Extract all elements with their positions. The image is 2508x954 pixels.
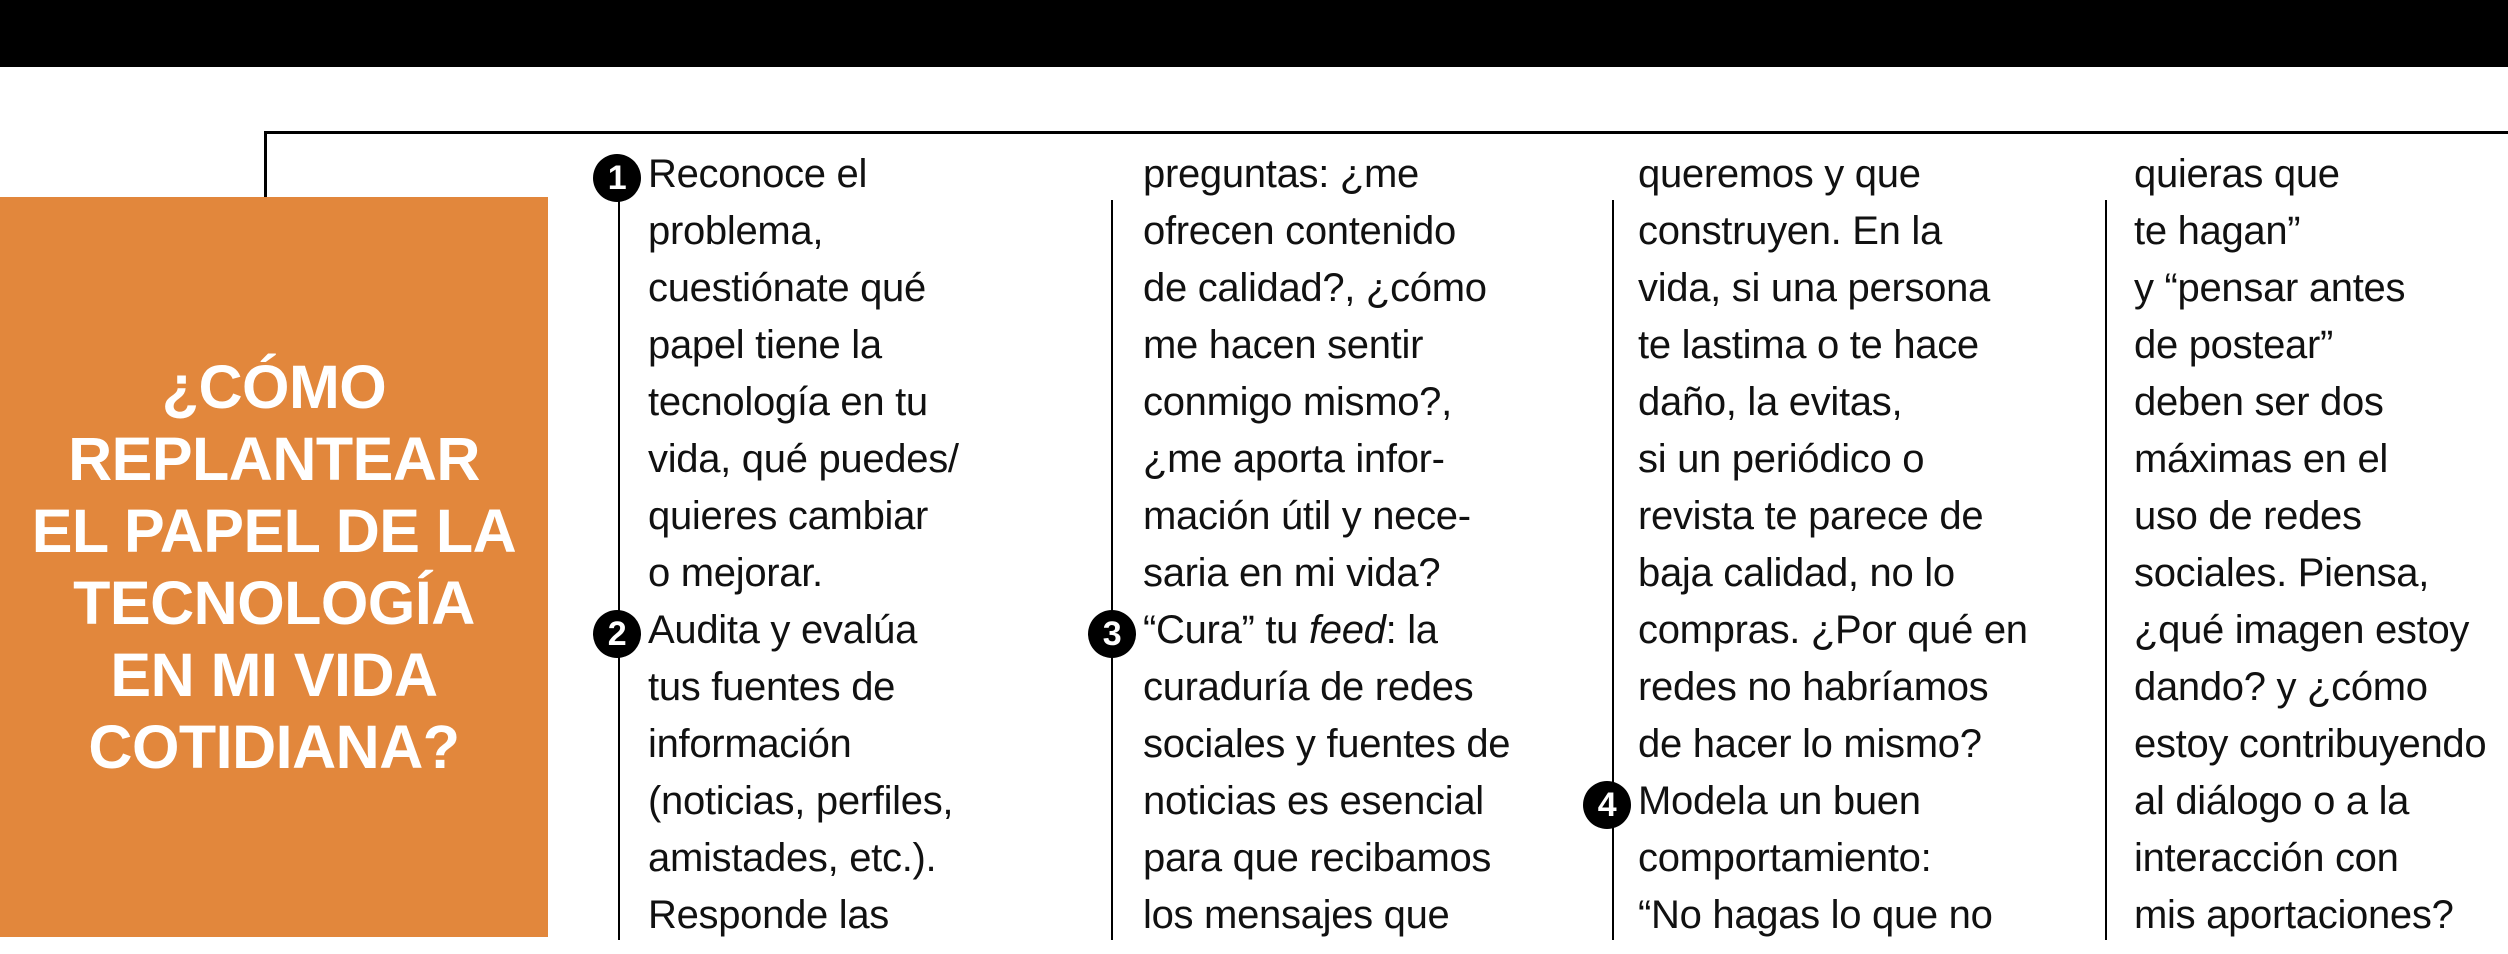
text-line (1638, 830, 2088, 887)
text-line (1143, 317, 1593, 374)
line-text: (noticias, perfiles, (648, 779, 954, 823)
line-text: sociales. Piensa, (2134, 551, 2430, 595)
text-line (1143, 146, 1593, 203)
text-line (648, 659, 1098, 716)
text-line (1143, 830, 1593, 887)
text-line (1638, 602, 2088, 659)
line-text: tecnología en tu (648, 380, 928, 424)
top-black-bar (0, 0, 2508, 67)
line-text: o mejorar. (648, 551, 823, 595)
line-text: máximas en el (2134, 437, 2388, 481)
text-line (1638, 146, 2088, 203)
line-text: vida, qué puedes/ (648, 437, 959, 481)
line-text: deben ser dos (2134, 380, 2384, 424)
text-line (2134, 203, 2508, 260)
text-line (1638, 545, 2088, 602)
line-text: problema, (648, 209, 824, 253)
text-line (648, 374, 1098, 431)
line-text: quieres cambiar (648, 494, 929, 538)
line-text: dando? y ¿cómo (2134, 665, 2428, 709)
text-line (2134, 545, 2508, 602)
line-text: para que recibamos (1143, 836, 1492, 880)
text-line (648, 488, 1098, 545)
step-number-badge: 3 (1088, 610, 1136, 658)
text-line (1597, 773, 2088, 830)
text-line (648, 716, 1098, 773)
line-text: saria en mi vida? (1143, 551, 1441, 595)
line-text: revista te parece de (1638, 494, 1984, 538)
line-text: ¿qué imagen estoy (2134, 608, 2470, 652)
text-line (1638, 317, 2088, 374)
line-text: te hagan” (2134, 209, 2301, 253)
text-line (2134, 488, 2508, 545)
text-line (648, 431, 1098, 488)
text-line (2134, 887, 2508, 944)
text-line (1638, 488, 2088, 545)
text-line (1638, 374, 2088, 431)
line-text: tus fuentes de (648, 665, 896, 709)
line-text: conmigo mismo?, (1143, 380, 1452, 424)
text-line (1143, 659, 1593, 716)
line-text: amistades, etc.). (648, 836, 937, 880)
text-line (1638, 431, 2088, 488)
text-line (1143, 203, 1593, 260)
line-text: cuestiónate qué (648, 266, 926, 310)
text-line (648, 260, 1098, 317)
line-text: vida, si una persona (1638, 266, 1991, 310)
text-line (1102, 602, 1593, 659)
text-line (607, 146, 1098, 203)
line-text: “Cura” tu (1143, 608, 1309, 652)
line-text: curaduría de redes (1143, 665, 1474, 709)
step-number-badge: 2 (593, 610, 641, 658)
text-line (607, 602, 1098, 659)
text-line (2134, 659, 2508, 716)
column-rule-3 (1612, 200, 1614, 940)
line-text: redes no habríamos (1638, 665, 1989, 709)
line-text: si un periódico o (1638, 437, 1925, 481)
text-line (2134, 374, 2508, 431)
line-text: “No hagas lo que no (1638, 893, 1993, 937)
line-text: preguntas: ¿me (1143, 152, 1419, 196)
text-line (648, 545, 1098, 602)
step-number-badge: 4 (1583, 781, 1631, 829)
text-line (648, 773, 1098, 830)
frame-left-rule (264, 131, 267, 197)
text-line (1143, 545, 1593, 602)
line-text: papel tiene la (648, 323, 882, 367)
text-line (1638, 887, 2088, 944)
line-text: Responde las (648, 893, 890, 937)
text-line (1143, 374, 1593, 431)
text-line (648, 830, 1098, 887)
line-text: Modela un buen (1638, 779, 1921, 823)
line-text: ofrecen contenido (1143, 209, 1456, 253)
step-number-badge: 1 (593, 154, 641, 202)
text-column-2 (1102, 146, 1593, 944)
text-column-4 (2134, 146, 2508, 944)
text-line (2134, 146, 2508, 203)
line-text: comportamiento: (1638, 836, 1932, 880)
line-text: y “pensar antes (2134, 266, 2406, 310)
text-column-3 (1597, 146, 2088, 944)
frame-top-rule (264, 131, 2508, 134)
text-line (1143, 431, 1593, 488)
text-line (2134, 773, 2508, 830)
column-rule-2 (1111, 200, 1113, 940)
text-line (1143, 260, 1593, 317)
line-text: baja calidad, no lo (1638, 551, 1955, 595)
text-line (2134, 602, 2508, 659)
text-column-1 (607, 146, 1098, 944)
line-text: uso de redes (2134, 494, 2362, 538)
line-text: construyen. En la (1638, 209, 1942, 253)
italic-term: feed (1308, 608, 1386, 652)
text-line (1143, 716, 1593, 773)
text-line (2134, 830, 2508, 887)
text-line (1638, 260, 2088, 317)
line-text: me hacen sentir (1143, 323, 1424, 367)
column-rule-1 (618, 200, 620, 940)
line-text: te lastima o te hace (1638, 323, 1979, 367)
line-text: de hacer lo mismo? (1638, 722, 1982, 766)
text-line (648, 317, 1098, 374)
text-line (1143, 773, 1593, 830)
text-line (1143, 887, 1593, 944)
line-text: estoy contribuyendo (2134, 722, 2487, 766)
title-box (0, 197, 548, 937)
text-line (1638, 203, 2088, 260)
line-text: quieras que (2134, 152, 2340, 196)
text-line (1638, 659, 2088, 716)
text-line (648, 887, 1098, 944)
text-line (2134, 716, 2508, 773)
line-text: de calidad?, ¿cómo (1143, 266, 1487, 310)
line-text: mación útil y nece- (1143, 494, 1471, 538)
line-text: información (648, 722, 852, 766)
line-text: al diálogo o a la (2134, 779, 2410, 823)
line-text: Audita y evalúa (648, 608, 918, 652)
page-title: ¿CÓMO REPLANTEAR EL PAPEL DE LA TECNOLOGÍA EN MI VIDA COTIDIANA? (31, 353, 517, 781)
text-line (2134, 317, 2508, 374)
column-rule-4 (2105, 200, 2107, 940)
line-text: interacción con (2134, 836, 2399, 880)
line-text: los mensajes que (1143, 893, 1450, 937)
line-text: compras. ¿Por qué en (1638, 608, 2028, 652)
text-line (2134, 431, 2508, 488)
line-text: sociales y fuentes de (1143, 722, 1511, 766)
text-line (648, 203, 1098, 260)
line-text: ¿me aporta infor- (1143, 437, 1445, 481)
text-line (1143, 488, 1593, 545)
line-text: daño, la evitas, (1638, 380, 1903, 424)
line-text: de postear” (2134, 323, 2334, 367)
line-text: noticias es esencial (1143, 779, 1484, 823)
line-text: mis aportaciones? (2134, 893, 2454, 937)
line-text: queremos y que (1638, 152, 1921, 196)
line-text-after: : la (1385, 608, 1438, 652)
line-text: Reconoce el (648, 152, 868, 196)
text-line (1638, 716, 2088, 773)
text-line (2134, 260, 2508, 317)
